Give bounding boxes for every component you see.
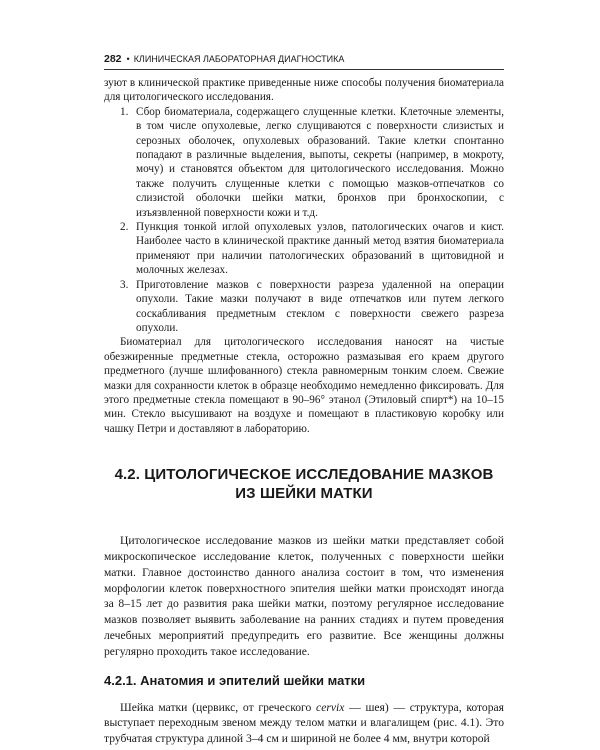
header-bullet: • — [126, 54, 130, 64]
list-item-number: 3. — [120, 278, 129, 291]
section-heading-line2: ИЗ ШЕЙКИ МАТКИ — [235, 485, 373, 503]
list-item — [120, 278, 504, 336]
list-item-text: Пункция тонкой иглой опухолевых узлов, патологических очагов и кист. Наиболее часто в клинической практике данный метод взятия биоматериала применяют при наличии патологических образований в щитовидной и молочных железах. — [136, 221, 504, 277]
methods-list — [104, 105, 504, 336]
subsection-text-start: Шейка матки (цервикс, от греческого — [120, 700, 317, 714]
subsection-paragraph — [104, 700, 504, 747]
subsection-heading: 4.2.1. Анатомия и эпителий шейки матки — [104, 672, 366, 688]
list-item-number: 1. — [120, 105, 129, 118]
list-item-text: Сбор биоматериала, содержащего слущенные клетки. Клеточные элементы, в том числе опухолевые, легко слущиваются с поверхности слизистых и серозных оболочек, опухолевых образований. Такие клетки спонтанно попадают в различные выделения, выпоты, секреты (например, в мокроту, мочу) и становятся объектом для цитологического исследования. Можно также получить слущенные клетки с помощью мазков-отпечатков со слизистой оболочки шейки матки, бронхов при бронхоскопии, с изъязвленной поверхности кожи и т.д. — [136, 105, 504, 219]
intro-paragraph: зуют в клинической практике приведенные ниже способы получения биоматериала для цитологического исследования. — [104, 77, 504, 104]
subsection-text-end: — шея) — структура, которая выступает переходным звеном между телом матки и влагалищем (рис. 4.1). Это трубчатая структура длиной 3–4 см и шириной не более 4 мм, внутри которой — [104, 700, 505, 746]
list-item-number: 2. — [120, 221, 129, 234]
section-paragraph: Цитологическое исследование мазков из шейки матки представляет собой микроскопическое исследование клеток, полученных с поверхности шейки матки. Главное достоинство данного анализа состоит в том, что изменения морфологии клеток поверхностного эпителия шейки матки происходят иногда за 8–15 лет до развития рака шейки матки, поэтому регулярное исследование мазков позволяет выявить заболевание на ранних стадиях и путем проведения лечебных мероприятий предупредить его развитие. Все женщины должны регулярно проходить такое исследование. — [104, 534, 504, 658]
latin-term: cervix — [316, 700, 345, 714]
page-number: 282 — [104, 53, 122, 65]
header-divider — [104, 69, 504, 70]
running-title: КЛИНИЧЕСКАЯ ЛАБОРАТОРНАЯ ДИАГНОСТИКА — [133, 54, 345, 64]
list-item — [120, 220, 504, 278]
fixation-paragraph: Биоматериал для цитологического исследования наносят на чистые обезжиренные предметные стекла, осторожно размазывая его краем другого предметного (лучше шлифованного) стекла равномерным тонким слоем. Свежие мазки для сохранности клеток в образце необходимо немедленно фиксировать. Для этого предметные стекла помещают в 90–96° этанол (Этиловый спирт*) на 10–15 мин. Стекло высушивают на воздухе и помещают в пластиковую коробку или чашку Петри и доставляют в лабораторию. — [104, 336, 504, 435]
list-item — [120, 105, 504, 220]
section-heading — [104, 465, 504, 503]
list-item-text: Приготовление мазков с поверхности разреза удаленной на операции опухоли. Такие мазки получают в виде отпечатков или путем легкого соскабливания предметным стеклом с поверхности свежего разреза опухоли. — [136, 278, 504, 334]
section-heading-line1: 4.2. ЦИТОЛОГИЧЕСКОЕ ИССЛЕДОВАНИЕ МАЗКОВ — [114, 466, 494, 484]
running-header — [104, 52, 504, 66]
page-body — [104, 76, 504, 747]
